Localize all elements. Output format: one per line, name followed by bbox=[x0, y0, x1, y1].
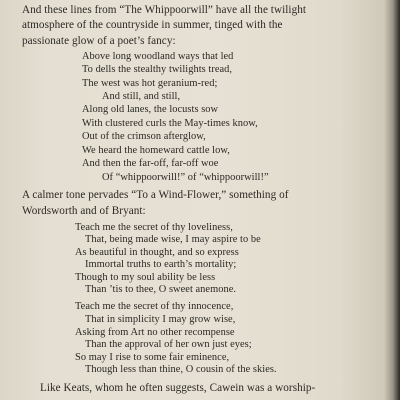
prose-line: Like Keats, whom he often suggests, Cawein was a worship- bbox=[40, 382, 316, 394]
poem-line: Though less than thine, O cousin of the skies. bbox=[85, 364, 277, 376]
prose-line: And these lines from “The Whippoorwill” have all the twilight bbox=[22, 4, 307, 16]
poem-line: As beautiful in thought, and so express bbox=[75, 246, 239, 258]
poem-line: We heard the homeward cattle low, bbox=[82, 144, 230, 156]
prose-line: Wordsworth and of Bryant: bbox=[22, 204, 146, 217]
poem-line: Above long woodland ways that led bbox=[82, 50, 234, 62]
poem-line: Out of the crimson afterglow, bbox=[82, 131, 206, 143]
poem-line: The west was hot geranium-red; bbox=[82, 77, 218, 89]
poem-line: That in simplicity I may grow wise, bbox=[85, 313, 236, 325]
poem-line: And then the far-off, far-off woe bbox=[82, 158, 219, 170]
poem-line: Along old lanes, the locusts sow bbox=[82, 104, 219, 116]
page-edge-shadow bbox=[384, 0, 400, 400]
poem-line: Teach me the secret of thy loveliness, bbox=[75, 221, 233, 233]
prose-line: atmosphere of the countryside in summer, tinged with the bbox=[22, 19, 283, 32]
poem-line: That, being made wise, I may aspire to be bbox=[85, 234, 261, 246]
poem-line: Asking from Art no other recompense bbox=[75, 326, 235, 338]
poem-line: Teach me the secret of thy innocence, bbox=[75, 301, 234, 313]
poem-line: Than ’tis to thee, O sweet anemone. bbox=[85, 284, 237, 296]
poem-line: Of “whippoorwill!” of “whippoorwill!” bbox=[102, 171, 269, 183]
poem-line: To dells the stealthy twilights tread, bbox=[82, 64, 233, 75]
poem-line: And still, and still, bbox=[102, 90, 181, 102]
prose-line: A calmer tone pervades “To a Wind-Flower,” something of bbox=[22, 189, 289, 202]
poem-line: So may I rise to some fair eminence, bbox=[75, 351, 230, 363]
poem-line: With clustered curls the May-times know, bbox=[82, 117, 258, 129]
poem-line: Immortal truths to earth’s mortality; bbox=[85, 259, 237, 271]
poem-line: Though to my soul ability be less bbox=[75, 271, 216, 283]
poem-line: Than the approval of her own just eyes; bbox=[85, 339, 252, 350]
prose-line: passionate glow of a poet’s fancy: bbox=[22, 34, 176, 47]
